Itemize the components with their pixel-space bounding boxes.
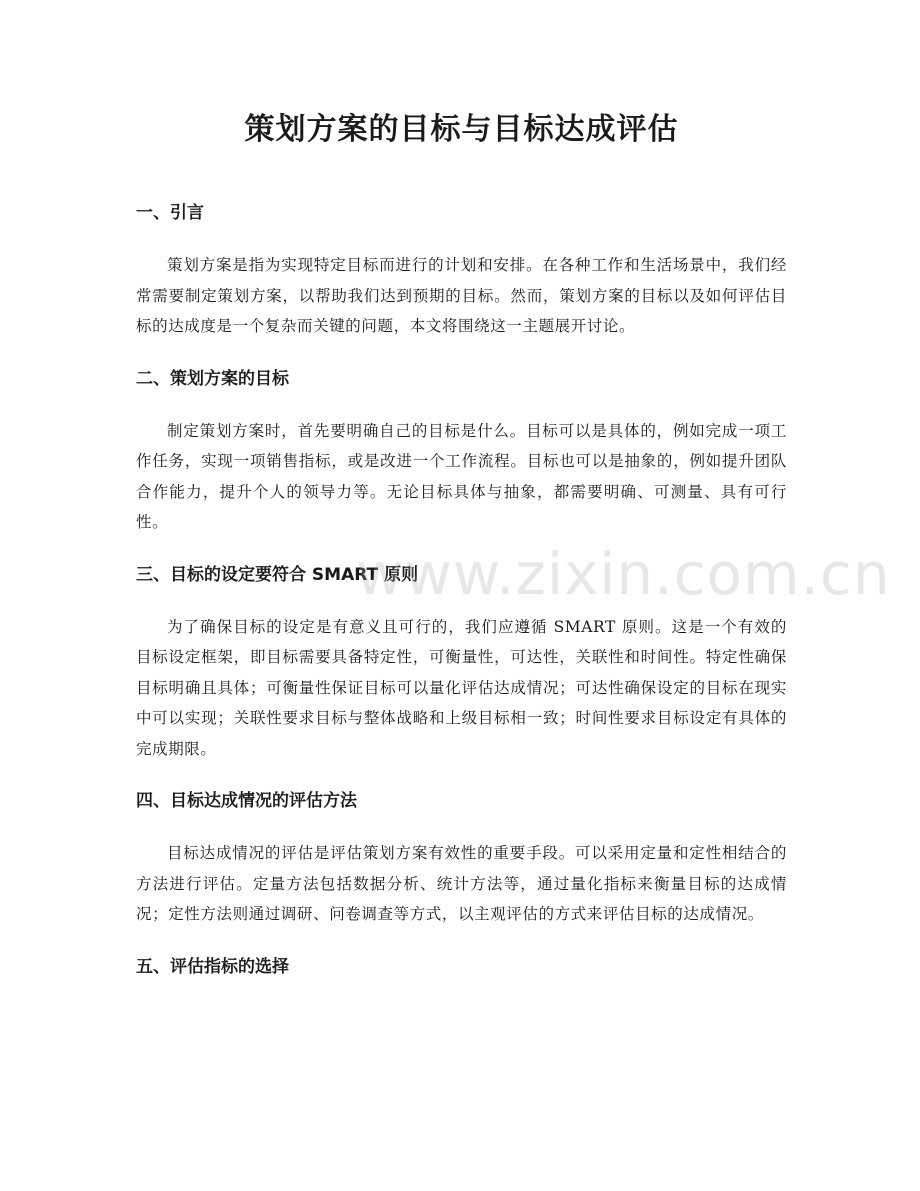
section-heading-smart: 三、目标的设定要符合 SMART 原则 <box>136 564 419 585</box>
section-heading-evaluation-methods: 四、目标达成情况的评估方法 <box>136 791 357 811</box>
section-heading-intro: 一、引言 <box>136 203 204 223</box>
section-heading-indicator-selection: 五、评估指标的选择 <box>136 956 289 977</box>
watermark-text: www.zixin.com.cn <box>356 540 891 608</box>
section-heading-goals: 二、策划方案的目标 <box>136 368 289 389</box>
section-paragraph-evaluation-methods: 目标达成情况的评估是评估策划方案有效性的重要手段。可以采用定量和定性相结合的方法进行评估。定量方法包括数据分析、统计方法等，通过量化指标来衡量目标的达成情况；定性方法则通过调研、问卷调查等方式，以主观评估的方式来评估目标的达成情况。 <box>136 844 787 923</box>
section-paragraph-goals: 制定策划方案时，首先要明确自己的目标是什么。目标可以是具体的，例如完成一项工作任务，实现一项销售指标，或是改进一个工作流程。目标也可以是抽象的，例如提升团队合作能力，提升个人的领导力等。无论目标具体与抽象，都需要明确、可测量、具有可行性。 <box>136 421 787 531</box>
section-paragraph-intro: 策划方案是指为实现特定目标而进行的计划和安排。在各种工作和生活场景中，我们经常需要制定策划方案，以帮助我们达到预期的目标。然而，策划方案的目标以及如何评估目标的达成度是一个复杂而关键的问题，本文将围绕这一主题展开讨论。 <box>136 256 787 335</box>
document-title: 策划方案的目标与目标达成评估 <box>244 112 679 147</box>
section-paragraph-smart: 为了确保目标的设定是有意义且可行的，我们应遵循 SMART 原则。这是一个有效的目标设定框架，即目标需要具备特定性，可衡量性，可达性，关联性和时间性。特定性确保目标明确且具体；可衡量性保证目标可以量化评估达成情况；可达性确保设定的目标在现实中可以实现；关联性要求目标与整体战略和上级目标相一致；时间性要求目标设定有具体的完成期限。 <box>136 617 787 758</box>
